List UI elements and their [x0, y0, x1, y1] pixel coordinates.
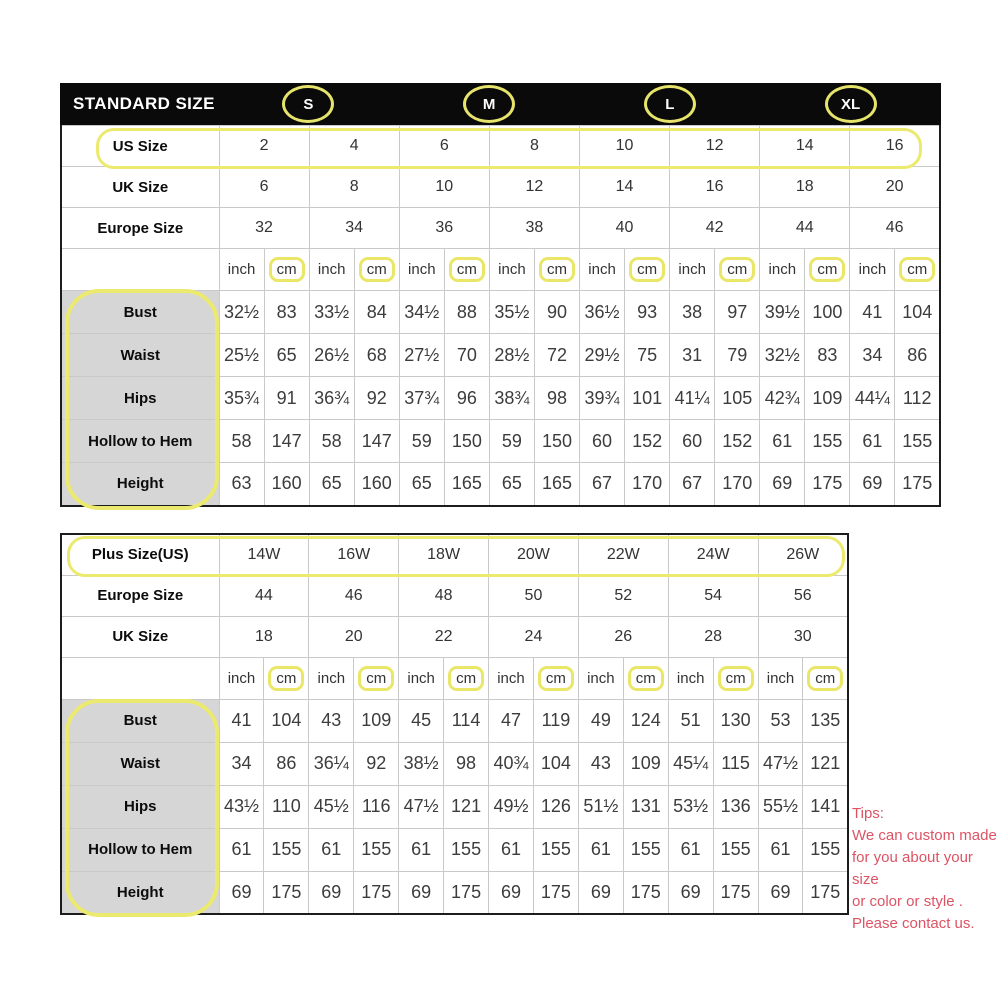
size-value-cell: 54 [668, 575, 758, 616]
measurement-value-cell: 136 [713, 785, 758, 828]
measurement-value-cell: 90 [534, 291, 579, 334]
measurement-label: Hollow to Hem [61, 828, 219, 871]
measurement-value-cell: 44¼ [850, 377, 895, 420]
measurement-value-cell: 61 [758, 828, 803, 871]
measurement-label: Height [61, 871, 219, 914]
measurement-value-cell: 114 [444, 699, 489, 742]
measurement-value-cell: 61 [399, 828, 444, 871]
cm-unit-label-highlighted: cm [809, 257, 845, 282]
cm-unit-label-highlighted: cm [268, 666, 304, 691]
size-conversion-row [61, 167, 940, 208]
measurement-value-cell: 105 [715, 377, 760, 420]
measurement-value-cell: 38½ [399, 742, 444, 785]
measurement-value-cell: 150 [534, 420, 579, 463]
size-badge-slot [399, 83, 580, 125]
unit-row-empty-cell [61, 249, 219, 291]
measurement-value-cell: 93 [625, 291, 670, 334]
size-value-cell: 14 [580, 167, 670, 208]
measurement-value-cell: 59 [399, 420, 444, 463]
measurement-value-cell: 36¾ [309, 377, 354, 420]
size-value-cell: 56 [758, 575, 848, 616]
measurement-value-cell: 155 [623, 828, 668, 871]
measurement-value-cell: 38¾ [489, 377, 534, 420]
measurement-value-cell: 35½ [489, 291, 534, 334]
measurement-value-cell: 79 [715, 334, 760, 377]
measurement-value-cell: 110 [264, 785, 309, 828]
measurement-value-cell: 135 [803, 699, 848, 742]
inch-unit-label: inch [399, 657, 444, 699]
measurement-value-cell: 69 [489, 871, 534, 914]
measurement-value-cell: 32½ [760, 334, 805, 377]
row-label: UK Size [61, 616, 219, 657]
measurement-value-cell: 69 [758, 871, 803, 914]
cm-unit-cell [623, 657, 668, 699]
measurement-value-cell: 37¾ [399, 377, 444, 420]
size-value-cell: 20 [850, 167, 940, 208]
size-value-cell: 16 [850, 126, 940, 167]
measurement-value-cell: 41 [219, 699, 264, 742]
size-value-cell: 34 [309, 208, 399, 249]
cm-unit-cell [354, 657, 399, 699]
size-badge-slot [760, 83, 941, 125]
measurement-value-cell: 155 [533, 828, 578, 871]
measurement-value-cell: 67 [670, 463, 715, 506]
measurement-value-cell: 152 [625, 420, 670, 463]
measurement-value-cell: 96 [444, 377, 489, 420]
size-value-cell: 4 [309, 126, 399, 167]
measurement-value-cell: 47½ [399, 785, 444, 828]
standard-size-header-bar [60, 83, 941, 125]
cm-unit-label-highlighted: cm [359, 257, 395, 282]
size-table [60, 533, 849, 915]
measurement-value-cell: 175 [533, 871, 578, 914]
measurement-value-cell: 75 [625, 334, 670, 377]
measurement-label: Bust [61, 291, 219, 334]
measurement-value-cell: 38 [670, 291, 715, 334]
measurement-value-cell: 65 [399, 463, 444, 506]
cm-unit-cell [803, 657, 848, 699]
inch-unit-label: inch [489, 657, 534, 699]
measurement-row [61, 291, 940, 334]
size-value-cell: 8 [309, 167, 399, 208]
measurement-label: Waist [61, 334, 219, 377]
measurement-value-cell: 109 [805, 377, 850, 420]
measurement-value-cell: 47½ [758, 742, 803, 785]
measurement-value-cell: 175 [354, 871, 399, 914]
measurement-value-cell: 60 [580, 420, 625, 463]
measurement-value-cell: 116 [354, 785, 399, 828]
measurement-value-cell: 83 [805, 334, 850, 377]
size-value-cell: 44 [760, 208, 850, 249]
measurement-value-cell: 43 [578, 742, 623, 785]
measurement-row [61, 420, 940, 463]
measurement-value-cell: 33½ [309, 291, 354, 334]
size-conversion-row [61, 126, 940, 167]
measurement-value-cell: 155 [264, 828, 309, 871]
cm-unit-label-highlighted: cm [539, 257, 575, 282]
measurement-value-cell: 86 [264, 742, 309, 785]
measurement-value-cell: 68 [354, 334, 399, 377]
inch-unit-label: inch [309, 657, 354, 699]
measurement-value-cell: 147 [354, 420, 399, 463]
measurement-value-cell: 165 [444, 463, 489, 506]
inch-unit-label: inch [668, 657, 713, 699]
size-value-cell: 28 [668, 616, 758, 657]
measurement-value-cell: 65 [309, 463, 354, 506]
size-badge-oval: M [463, 85, 515, 123]
row-label: Europe Size [61, 208, 219, 249]
measurement-value-cell: 170 [625, 463, 670, 506]
measurement-value-cell: 69 [399, 871, 444, 914]
measurement-value-cell: 25½ [219, 334, 264, 377]
measurement-value-cell: 152 [715, 420, 760, 463]
size-value-cell: 18 [219, 616, 309, 657]
size-value-cell: 6 [399, 126, 489, 167]
measurement-value-cell: 130 [713, 699, 758, 742]
measurement-value-cell: 155 [713, 828, 758, 871]
measurement-value-cell: 34 [850, 334, 895, 377]
size-badge-oval: L [644, 85, 696, 123]
measurement-value-cell: 27½ [399, 334, 444, 377]
size-badge-group [218, 83, 941, 125]
measurement-row [61, 871, 848, 914]
measurement-value-cell: 70 [444, 334, 489, 377]
cm-unit-cell [713, 657, 758, 699]
measurement-value-cell: 65 [264, 334, 309, 377]
measurement-value-cell: 160 [354, 463, 399, 506]
measurement-value-cell: 100 [805, 291, 850, 334]
measurement-row [61, 463, 940, 506]
size-value-cell: 12 [489, 167, 579, 208]
measurement-value-cell: 175 [264, 871, 309, 914]
measurement-value-cell: 92 [354, 742, 399, 785]
measurement-value-cell: 165 [534, 463, 579, 506]
size-badge-oval: XL [825, 85, 877, 123]
row-label: US Size [61, 126, 219, 167]
inch-unit-label: inch [760, 249, 805, 291]
size-conversion-row [61, 208, 940, 249]
measurement-value-cell: 147 [264, 420, 309, 463]
inch-unit-label: inch [758, 657, 803, 699]
measurement-value-cell: 124 [623, 699, 668, 742]
measurement-value-cell: 53 [758, 699, 803, 742]
row-label: Europe Size [61, 575, 219, 616]
measurement-value-cell: 26½ [309, 334, 354, 377]
measurement-value-cell: 36¼ [309, 742, 354, 785]
standard-size-table [60, 125, 941, 507]
cm-unit-cell [534, 249, 579, 291]
plus-size-table [60, 533, 849, 915]
measurement-value-cell: 42¾ [760, 377, 805, 420]
measurement-value-cell: 155 [444, 828, 489, 871]
measurement-value-cell: 84 [354, 291, 399, 334]
measurement-value-cell: 49 [578, 699, 623, 742]
inch-unit-label: inch [489, 249, 534, 291]
size-value-cell: 6 [219, 167, 309, 208]
measurement-value-cell: 45¼ [668, 742, 713, 785]
row-label: UK Size [61, 167, 219, 208]
measurement-row [61, 334, 940, 377]
measurement-value-cell: 131 [623, 785, 668, 828]
size-value-cell: 8 [489, 126, 579, 167]
cm-unit-cell [805, 249, 850, 291]
cm-unit-cell [264, 249, 309, 291]
size-value-cell: 10 [399, 167, 489, 208]
cm-unit-label-highlighted: cm [719, 257, 755, 282]
cm-unit-label-highlighted: cm [807, 666, 843, 691]
size-conversion-row [61, 616, 848, 657]
size-value-cell: 24 [489, 616, 579, 657]
cm-unit-cell [533, 657, 578, 699]
measurement-value-cell: 31 [670, 334, 715, 377]
measurement-value-cell: 92 [354, 377, 399, 420]
measurement-label: Hips [61, 785, 219, 828]
size-value-cell: 36 [399, 208, 489, 249]
size-value-cell: 26W [758, 534, 848, 575]
measurement-value-cell: 69 [760, 463, 805, 506]
measurement-value-cell: 104 [895, 291, 940, 334]
measurement-value-cell: 51½ [578, 785, 623, 828]
size-value-cell: 50 [489, 575, 579, 616]
size-value-cell: 44 [219, 575, 309, 616]
inch-unit-label: inch [219, 657, 264, 699]
measurement-value-cell: 69 [850, 463, 895, 506]
measurement-row [61, 699, 848, 742]
measurement-value-cell: 119 [533, 699, 578, 742]
measurement-value-cell: 155 [803, 828, 848, 871]
measurement-value-cell: 175 [444, 871, 489, 914]
size-value-cell: 30 [758, 616, 848, 657]
inch-unit-label: inch [580, 249, 625, 291]
measurement-row [61, 742, 848, 785]
measurement-value-cell: 34 [219, 742, 264, 785]
tips-line: Please contact us. [852, 915, 975, 932]
measurement-value-cell: 53½ [668, 785, 713, 828]
measurement-value-cell: 61 [489, 828, 534, 871]
inch-unit-label: inch [219, 249, 264, 291]
size-value-cell: 38 [489, 208, 579, 249]
cm-unit-label-highlighted: cm [269, 257, 305, 282]
measurement-value-cell: 36½ [580, 291, 625, 334]
measurement-value-cell: 98 [444, 742, 489, 785]
measurement-value-cell: 60 [670, 420, 715, 463]
tips-title: Tips: [852, 805, 884, 822]
measurement-value-cell: 65 [489, 463, 534, 506]
measurement-value-cell: 39¾ [580, 377, 625, 420]
inch-unit-label: inch [670, 249, 715, 291]
size-value-cell: 22 [399, 616, 489, 657]
cm-unit-label-highlighted: cm [538, 666, 574, 691]
measurement-value-cell: 170 [715, 463, 760, 506]
measurement-value-cell: 61 [309, 828, 354, 871]
cm-unit-cell [264, 657, 309, 699]
cm-unit-label-highlighted: cm [448, 666, 484, 691]
cm-unit-label-highlighted: cm [629, 257, 665, 282]
measurement-value-cell: 55½ [758, 785, 803, 828]
measurement-value-cell: 35¾ [219, 377, 264, 420]
size-value-cell: 18 [760, 167, 850, 208]
measurement-value-cell: 32½ [219, 291, 264, 334]
size-value-cell: 2 [219, 126, 309, 167]
measurement-value-cell: 41 [850, 291, 895, 334]
tips-line: or color or style . [852, 893, 963, 910]
measurement-value-cell: 39½ [760, 291, 805, 334]
inch-unit-label: inch [399, 249, 444, 291]
measurement-value-cell: 67 [580, 463, 625, 506]
cm-unit-cell [625, 249, 670, 291]
measurement-value-cell: 69 [578, 871, 623, 914]
measurement-value-cell: 121 [803, 742, 848, 785]
cm-unit-label-highlighted: cm [899, 257, 935, 282]
measurement-label: Hollow to Hem [61, 420, 219, 463]
unit-row-empty-cell [61, 657, 219, 699]
measurement-label: Bust [61, 699, 219, 742]
measurement-value-cell: 141 [803, 785, 848, 828]
size-value-cell: 10 [580, 126, 670, 167]
tips-line: for you about your size [852, 849, 973, 888]
cm-unit-cell [444, 657, 489, 699]
cm-unit-label-highlighted: cm [718, 666, 754, 691]
size-value-cell: 16 [670, 167, 760, 208]
measurement-value-cell: 69 [219, 871, 264, 914]
measurement-value-cell: 41¼ [670, 377, 715, 420]
size-value-cell: 32 [219, 208, 309, 249]
measurement-value-cell: 69 [309, 871, 354, 914]
measurement-value-cell: 61 [578, 828, 623, 871]
measurement-value-cell: 88 [444, 291, 489, 334]
cm-unit-cell [354, 249, 399, 291]
measurement-value-cell: 115 [713, 742, 758, 785]
measurement-value-cell: 155 [805, 420, 850, 463]
size-conversion-row [61, 534, 848, 575]
size-value-cell: 14 [760, 126, 850, 167]
size-value-cell: 18W [399, 534, 489, 575]
measurement-value-cell: 86 [895, 334, 940, 377]
measurement-value-cell: 34½ [399, 291, 444, 334]
measurement-value-cell: 175 [713, 871, 758, 914]
measurement-value-cell: 83 [264, 291, 309, 334]
cm-unit-label-highlighted: cm [449, 257, 485, 282]
size-value-cell: 20 [309, 616, 399, 657]
measurement-value-cell: 43 [309, 699, 354, 742]
measurement-value-cell: 29½ [580, 334, 625, 377]
size-value-cell: 14W [219, 534, 309, 575]
measurement-value-cell: 104 [533, 742, 578, 785]
custom-made-tips [852, 803, 1000, 935]
size-value-cell: 16W [309, 534, 399, 575]
measurement-value-cell: 45 [399, 699, 444, 742]
measurement-value-cell: 43½ [219, 785, 264, 828]
measurement-label: Height [61, 463, 219, 506]
cm-unit-cell [444, 249, 489, 291]
measurement-value-cell: 61 [760, 420, 805, 463]
measurement-value-cell: 72 [534, 334, 579, 377]
size-value-cell: 48 [399, 575, 489, 616]
measurement-value-cell: 175 [803, 871, 848, 914]
cm-unit-cell [895, 249, 940, 291]
measurement-value-cell: 49½ [489, 785, 534, 828]
measurement-value-cell: 58 [219, 420, 264, 463]
measurement-label: Waist [61, 742, 219, 785]
size-value-cell: 40 [580, 208, 670, 249]
measurement-value-cell: 40¾ [489, 742, 534, 785]
size-value-cell: 52 [578, 575, 668, 616]
measurement-value-cell: 91 [264, 377, 309, 420]
measurement-value-cell: 155 [354, 828, 399, 871]
measurement-value-cell: 98 [534, 377, 579, 420]
measurement-value-cell: 160 [264, 463, 309, 506]
measurement-row [61, 828, 848, 871]
measurement-value-cell: 45½ [309, 785, 354, 828]
size-value-cell: 24W [668, 534, 758, 575]
measurement-value-cell: 97 [715, 291, 760, 334]
measurement-value-cell: 61 [219, 828, 264, 871]
measurement-value-cell: 150 [444, 420, 489, 463]
measurement-value-cell: 175 [623, 871, 668, 914]
measurement-value-cell: 69 [668, 871, 713, 914]
measurement-value-cell: 63 [219, 463, 264, 506]
size-conversion-row [61, 575, 848, 616]
inch-unit-label: inch [309, 249, 354, 291]
unit-header-row [61, 657, 848, 699]
size-badge-slot [218, 83, 399, 125]
size-badge-oval: S [282, 85, 334, 123]
inch-unit-label: inch [578, 657, 623, 699]
size-value-cell: 12 [670, 126, 760, 167]
cm-unit-cell [715, 249, 760, 291]
size-badge-slot [580, 83, 761, 125]
unit-header-row [61, 249, 940, 291]
measurement-value-cell: 109 [623, 742, 668, 785]
size-value-cell: 42 [670, 208, 760, 249]
size-value-cell: 46 [850, 208, 940, 249]
size-value-cell: 20W [489, 534, 579, 575]
measurement-value-cell: 61 [668, 828, 713, 871]
measurement-value-cell: 126 [533, 785, 578, 828]
measurement-value-cell: 104 [264, 699, 309, 742]
row-label: Plus Size(US) [61, 534, 219, 575]
measurement-label: Hips [61, 377, 219, 420]
size-value-cell: 46 [309, 575, 399, 616]
measurement-value-cell: 51 [668, 699, 713, 742]
measurement-value-cell: 61 [850, 420, 895, 463]
size-table [60, 125, 941, 507]
measurement-value-cell: 112 [895, 377, 940, 420]
inch-unit-label: inch [850, 249, 895, 291]
standard-size-chart [60, 83, 941, 507]
measurement-value-cell: 101 [625, 377, 670, 420]
measurement-row [61, 785, 848, 828]
standard-size-title: STANDARD SIZE [73, 94, 215, 113]
tips-line: We can custom made [852, 827, 997, 844]
measurement-value-cell: 175 [895, 463, 940, 506]
cm-unit-label-highlighted: cm [628, 666, 664, 691]
measurement-value-cell: 121 [444, 785, 489, 828]
cm-unit-label-highlighted: cm [358, 666, 394, 691]
measurement-value-cell: 59 [489, 420, 534, 463]
measurement-value-cell: 175 [805, 463, 850, 506]
size-value-cell: 26 [578, 616, 668, 657]
measurement-value-cell: 109 [354, 699, 399, 742]
measurement-value-cell: 155 [895, 420, 940, 463]
size-value-cell: 22W [578, 534, 668, 575]
measurement-row [61, 377, 940, 420]
plus-size-chart [60, 533, 849, 915]
measurement-value-cell: 47 [489, 699, 534, 742]
measurement-value-cell: 58 [309, 420, 354, 463]
measurement-value-cell: 28½ [489, 334, 534, 377]
